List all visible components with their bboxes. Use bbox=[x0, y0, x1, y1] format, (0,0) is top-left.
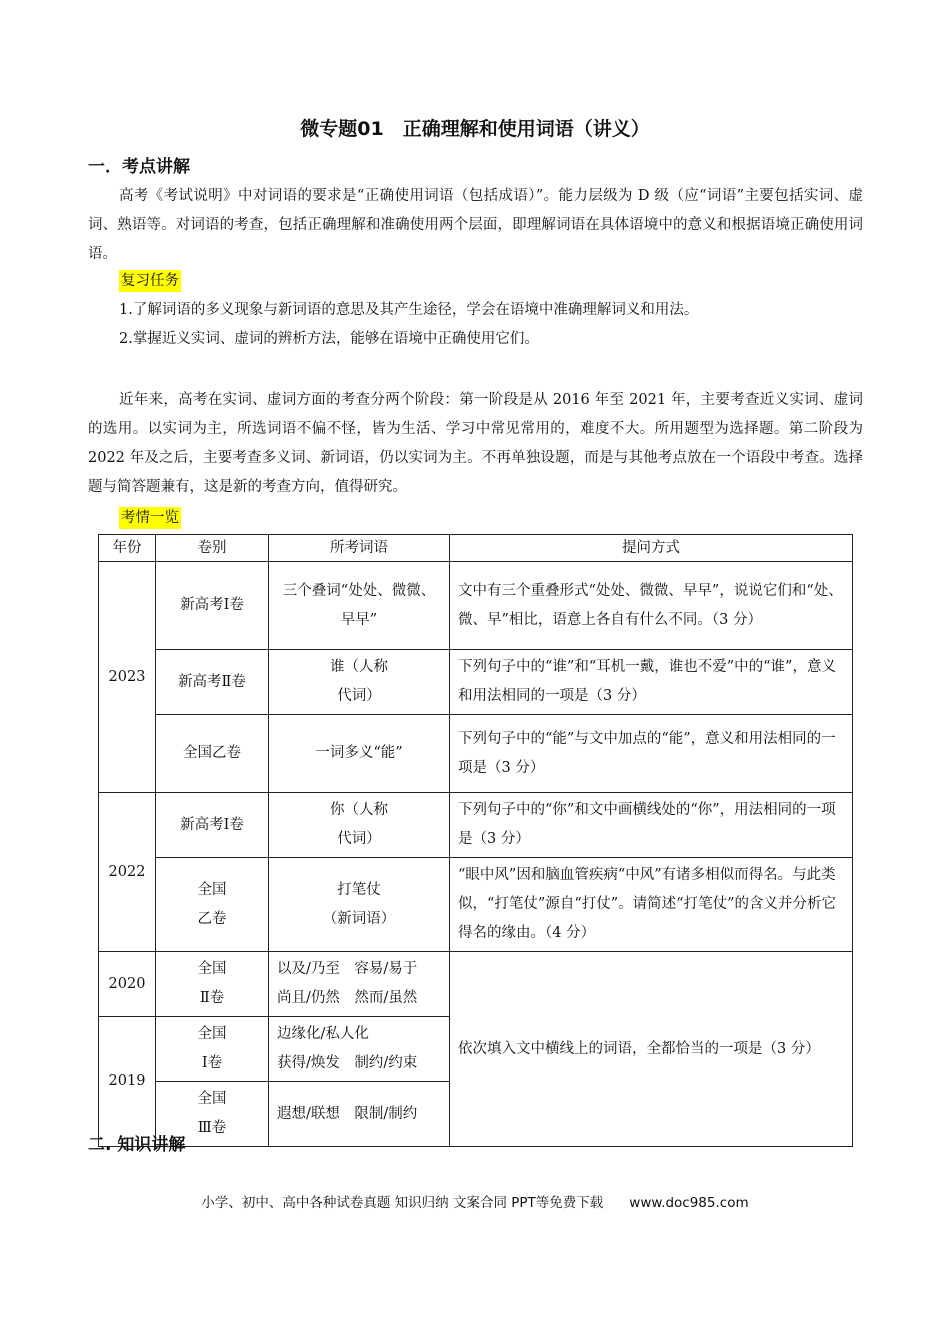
header-question: 提问方式 bbox=[450, 535, 853, 562]
words-line: 打笔仗 bbox=[337, 881, 381, 898]
intro-paragraph: 高考《考试说明》中对词语的要求是“正确使用词语（包括成语）”。能力层级为 D 级（应“词语”主要包括实词、虚词、熟语等。对词语的考查，包括正确理解和准确使用两个层面，即理解词语在具体语境中的意义和根据语境正确使用词语。 bbox=[88, 188, 863, 262]
section-heading-1: 一．考点讲解 bbox=[88, 157, 190, 177]
paper-line: 全国 bbox=[197, 1026, 227, 1042]
paper-line: Ⅲ卷 bbox=[197, 1120, 227, 1136]
task-item-2: 2.掌握近义实词、虚词的辨析方法，能够在语境中正确使用它们。 bbox=[119, 331, 539, 347]
words-cell bbox=[269, 1017, 450, 1082]
page-title: 微专题01 正确理解和使用词语（讲义） bbox=[300, 118, 650, 140]
table-row bbox=[99, 650, 853, 715]
words-line: 尚且/仍然 然而/虽然 bbox=[277, 990, 418, 1006]
table-row bbox=[99, 858, 853, 952]
table-row bbox=[99, 562, 853, 650]
words-cell: 遐想/联想 限制/制约 bbox=[269, 1082, 450, 1147]
words-cell: 三个叠词“处处、微微、早早” bbox=[269, 562, 450, 650]
question-cell: 下列句子中的“谁”和“耳机一戴，谁也不爱”中的“谁”，意义和用法相同的一项是（3 分） bbox=[450, 650, 853, 715]
table-row bbox=[99, 715, 853, 793]
year-cell: 2019 bbox=[99, 1017, 156, 1147]
words-line: 边缘化/私人化 bbox=[277, 1026, 369, 1042]
footer-text: 小学、初中、高中各种试卷真题 知识归纳 文案合同 PPT等免费下载 bbox=[201, 1195, 604, 1211]
words-cell: 一词多义“能” bbox=[269, 715, 450, 793]
words-line: 获得/焕发 制约/约束 bbox=[277, 1055, 418, 1071]
header-words: 所考词语 bbox=[269, 535, 450, 562]
paper-cell bbox=[156, 952, 269, 1017]
task-item-1: 1.了解词语的多义现象与新词语的意思及其产生途径，学会在语境中准确理解词义和用法。 bbox=[119, 302, 699, 318]
words-cell: 谁（人称代词） bbox=[269, 650, 450, 715]
overview-label: 考情一览 bbox=[119, 507, 181, 529]
year-cell: 2022 bbox=[99, 793, 156, 952]
page-footer bbox=[0, 1191, 950, 1211]
paper-cell bbox=[156, 858, 269, 952]
paper-line: 全国 bbox=[197, 1091, 227, 1107]
paper-cell: 新高考Ⅰ卷 bbox=[156, 793, 269, 858]
paper-cell bbox=[156, 1017, 269, 1082]
words-line: 以及/乃至 容易/易于 bbox=[277, 961, 418, 977]
header-year: 年份 bbox=[99, 535, 156, 562]
question-cell: 文中有三个重叠形式“处处、微微、早早”，说说它们和“处、微、早”相比，语意上各自有什么不同。（3 分） bbox=[450, 562, 853, 650]
shared-question-cell: 依次填入文中横线上的词语，全都恰当的一项是（3 分） bbox=[450, 952, 853, 1147]
section-heading-2: 二. 知识讲解 bbox=[88, 1135, 186, 1155]
paper-line: 全国 bbox=[197, 881, 227, 898]
question-cell: “眼中风”因和脑血管疾病“中风”有诸多相似而得名。与此类似，“打笔仗”源自“打仗”。请简述“打笔仗”的含义并分析它得名的缘由。（4 分） bbox=[450, 858, 853, 952]
words-cell: 你（人称代词） bbox=[269, 793, 450, 858]
paper-cell: 新高考Ⅱ卷 bbox=[156, 650, 269, 715]
words-line: （新词语） bbox=[322, 910, 396, 927]
question-cell: 下列句子中的“你”和文中画横线处的“你”，用法相同的一项是（3 分） bbox=[450, 793, 853, 858]
table-header-row bbox=[99, 535, 853, 562]
exam-overview-table bbox=[98, 534, 853, 1147]
footer-url[interactable]: www.doc985.com bbox=[629, 1195, 749, 1211]
question-cell: 下列句子中的“能”与文中加点的“能”，意义和用法相同的一项是（3 分） bbox=[450, 715, 853, 793]
table-row bbox=[99, 952, 853, 1017]
review-task-label: 复习任务 bbox=[119, 270, 181, 292]
recent-paragraph: 近年来，高考在实词、虚词方面的考查分两个阶段：第一阶段是从 2016 年至 2021 年，主要考查近义实词、虚词的选用。以实词为主，所选词语不偏不怪，皆为生活、学习中常见常用的，难度不大。所用题型为选择题。第二阶段为 2022 年及之后，主要考查多义词、新词语，仍以实词为主。不再单独设题，而是与其他考点放在一个语段中考查。选择题与简答题兼有，这是新的考查方向，值得研究。 bbox=[88, 392, 863, 495]
paper-line: 全国 bbox=[197, 961, 227, 977]
paper-cell: 新高考Ⅰ卷 bbox=[156, 562, 269, 650]
paper-line: 乙卷 bbox=[197, 910, 227, 927]
year-cell: 2020 bbox=[99, 952, 156, 1017]
paper-line: Ⅰ卷 bbox=[201, 1055, 223, 1071]
paper-cell: 全国乙卷 bbox=[156, 715, 269, 793]
header-paper: 卷别 bbox=[156, 535, 269, 562]
words-cell bbox=[269, 858, 450, 952]
words-cell bbox=[269, 952, 450, 1017]
year-cell: 2023 bbox=[99, 562, 156, 793]
paper-line: Ⅱ卷 bbox=[199, 990, 225, 1006]
table-row bbox=[99, 793, 853, 858]
